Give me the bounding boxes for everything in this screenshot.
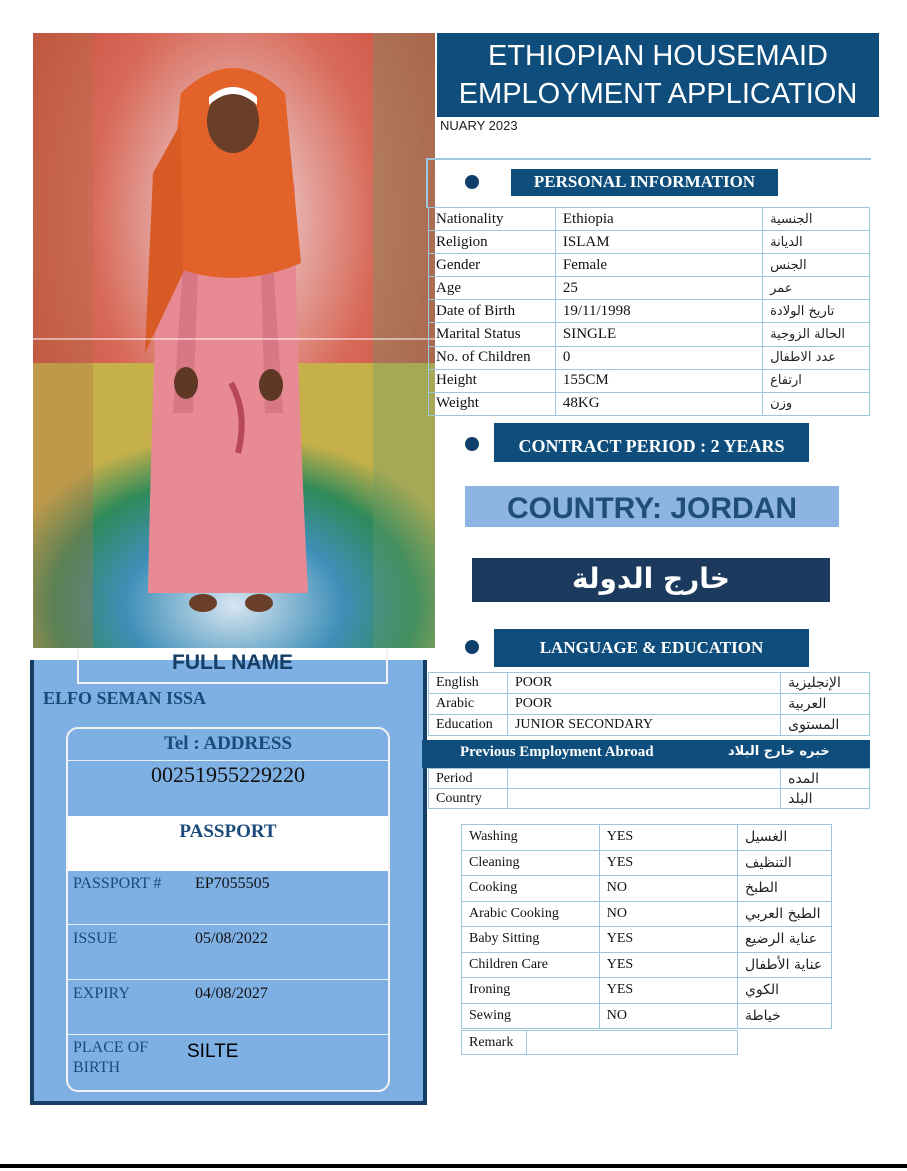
skill-label: Cleaning [462, 850, 600, 876]
table-row [429, 346, 870, 369]
outside-country-label: خارج الدولة [472, 558, 830, 602]
skill-arabic-label: الكوي [737, 978, 831, 1004]
field-label: Period [429, 769, 508, 789]
issue-date-label: ISSUE [73, 930, 118, 947]
field-value [507, 789, 780, 809]
table-row [462, 952, 832, 978]
field-arabic-label: وزن [763, 392, 870, 415]
field-arabic-label: البلد [781, 789, 870, 809]
table-row [429, 694, 870, 715]
table-row [429, 231, 870, 254]
field-label: Religion [429, 231, 556, 254]
previous-employment-title: Previous Employment Abroad [460, 744, 654, 760]
table-row [462, 1003, 832, 1029]
divider [68, 924, 388, 925]
field-label: Date of Birth [429, 300, 556, 323]
divider [68, 1034, 388, 1035]
table-row [462, 825, 832, 851]
field-value: 0 [555, 346, 762, 369]
field-value: POOR [507, 694, 780, 715]
field-label: Age [429, 277, 556, 300]
table-row [429, 369, 870, 392]
field-arabic-label: المستوى [781, 715, 870, 736]
field-arabic-label: الإنجليزية [781, 673, 870, 694]
remark-label: Remark [462, 1031, 527, 1055]
skill-value: YES [599, 850, 737, 876]
issue-date-value: 05/08/2022 [195, 930, 268, 947]
skill-label: Sewing [462, 1003, 600, 1029]
field-arabic-label: الجنس [763, 254, 870, 277]
field-arabic-label: الحالة الزوجية [763, 323, 870, 346]
field-arabic-label: ارتفاع [763, 369, 870, 392]
table-row [429, 300, 870, 323]
skill-arabic-label: خياطة [737, 1003, 831, 1029]
skill-label: Washing [462, 825, 600, 851]
contract-period-header: CONTRACT PERIOD : 2 YEARS [494, 423, 809, 462]
skill-arabic-label: الغسيل [737, 825, 831, 851]
divider [68, 979, 388, 980]
skill-value: NO [599, 1003, 737, 1029]
full-name-label: FULL NAME [77, 648, 388, 684]
table-row [462, 876, 832, 902]
title-line-1: ETHIOPIAN HOUSEMAID [488, 40, 828, 72]
remark-table [461, 1030, 738, 1055]
table-row [462, 927, 832, 953]
field-label: English [429, 673, 508, 694]
field-value: POOR [507, 673, 780, 694]
previous-employment-arabic: خبره خارج البلاد [728, 744, 830, 759]
field-label: Country [429, 789, 508, 809]
skill-label: Ironing [462, 978, 600, 1004]
field-arabic-label: الجنسية [763, 208, 870, 231]
table-row [429, 323, 870, 346]
field-label: Nationality [429, 208, 556, 231]
previous-employment-table [428, 768, 870, 809]
field-value: 25 [555, 277, 762, 300]
field-label: Education [429, 715, 508, 736]
skill-value: YES [599, 978, 737, 1004]
full-name-value: ELFO SEMAN ISSA [43, 688, 207, 708]
place-of-birth-value: SILTE [187, 1041, 239, 1062]
remark-value [526, 1031, 737, 1055]
passport-number-label: PASSPORT # [73, 875, 162, 892]
skill-label: Cooking [462, 876, 600, 902]
field-value: SINGLE [555, 323, 762, 346]
field-arabic-label: الديانة [763, 231, 870, 254]
field-value: 19/11/1998 [555, 300, 762, 323]
skill-value: YES [599, 952, 737, 978]
table-row [429, 208, 870, 231]
skill-value: NO [599, 876, 737, 902]
skill-label: Arabic Cooking [462, 901, 600, 927]
bullet-icon [465, 175, 479, 189]
table-row [429, 715, 870, 736]
place-of-birth-label: PLACE OF BIRTH [73, 1039, 149, 1076]
table-row [462, 901, 832, 927]
table-row [429, 392, 870, 415]
skill-arabic-label: الطبخ العربي [737, 901, 831, 927]
field-arabic-label: عدد الاطفال [763, 346, 870, 369]
language-education-header: LANGUAGE & EDUCATION [494, 629, 809, 667]
personal-info-header: PERSONAL INFORMATION [511, 169, 778, 196]
previous-employment-header [422, 740, 870, 768]
skill-value: YES [599, 825, 737, 851]
table-row [429, 673, 870, 694]
date-text: NUARY 2023 [440, 118, 518, 133]
personal-info-table [428, 207, 870, 416]
field-label: Marital Status [429, 323, 556, 346]
field-arabic-label: العربية [781, 694, 870, 715]
field-label: No. of Children [429, 346, 556, 369]
field-value: Ethiopia [555, 208, 762, 231]
field-value: 155CM [555, 369, 762, 392]
skill-value: NO [599, 901, 737, 927]
field-label: Arabic [429, 694, 508, 715]
skill-arabic-label: عناية الأطفال [737, 952, 831, 978]
page-bottom-rule [0, 1164, 907, 1168]
destination-country: COUNTRY: JORDAN [465, 486, 839, 527]
field-arabic-label: عمر [763, 277, 870, 300]
table-row [462, 978, 832, 1004]
field-value [507, 769, 780, 789]
bullet-icon [465, 437, 479, 451]
passport-number-value: EP7055505 [195, 875, 270, 892]
applicant-photo [33, 33, 435, 648]
expiry-date-label: EXPIRY [73, 985, 130, 1002]
telephone-value: 00251955229220 [151, 762, 305, 787]
language-education-table [428, 672, 870, 736]
table-row [462, 850, 832, 876]
field-arabic-label: المده [781, 769, 870, 789]
table-row [429, 277, 870, 300]
table-row [462, 1031, 738, 1055]
field-value: ISLAM [555, 231, 762, 254]
field-value: 48KG [555, 392, 762, 415]
table-row [429, 769, 870, 789]
field-arabic-label: تاريخ الولادة [763, 300, 870, 323]
skill-label: Baby Sitting [462, 927, 600, 953]
expiry-date-value: 04/08/2027 [195, 985, 268, 1002]
skill-arabic-label: عناية الرضيع [737, 927, 831, 953]
field-label: Weight [429, 392, 556, 415]
table-row [429, 254, 870, 277]
divider [68, 760, 388, 761]
skill-value: YES [599, 927, 737, 953]
bullet-icon [465, 640, 479, 654]
field-label: Gender [429, 254, 556, 277]
skill-arabic-label: الطبخ [737, 876, 831, 902]
skills-table [461, 824, 832, 1029]
field-label: Height [429, 369, 556, 392]
field-value: Female [555, 254, 762, 277]
passport-label: PASSPORT [179, 821, 277, 842]
title-line-2: EMPLOYMENT APPLICATION [458, 78, 858, 110]
document-title [437, 33, 879, 117]
tel-address-label: Tel : ADDRESS [163, 733, 293, 754]
field-value: JUNIOR SECONDARY [507, 715, 780, 736]
table-row [429, 789, 870, 809]
skill-arabic-label: التنظيف [737, 850, 831, 876]
skill-label: Children Care [462, 952, 600, 978]
